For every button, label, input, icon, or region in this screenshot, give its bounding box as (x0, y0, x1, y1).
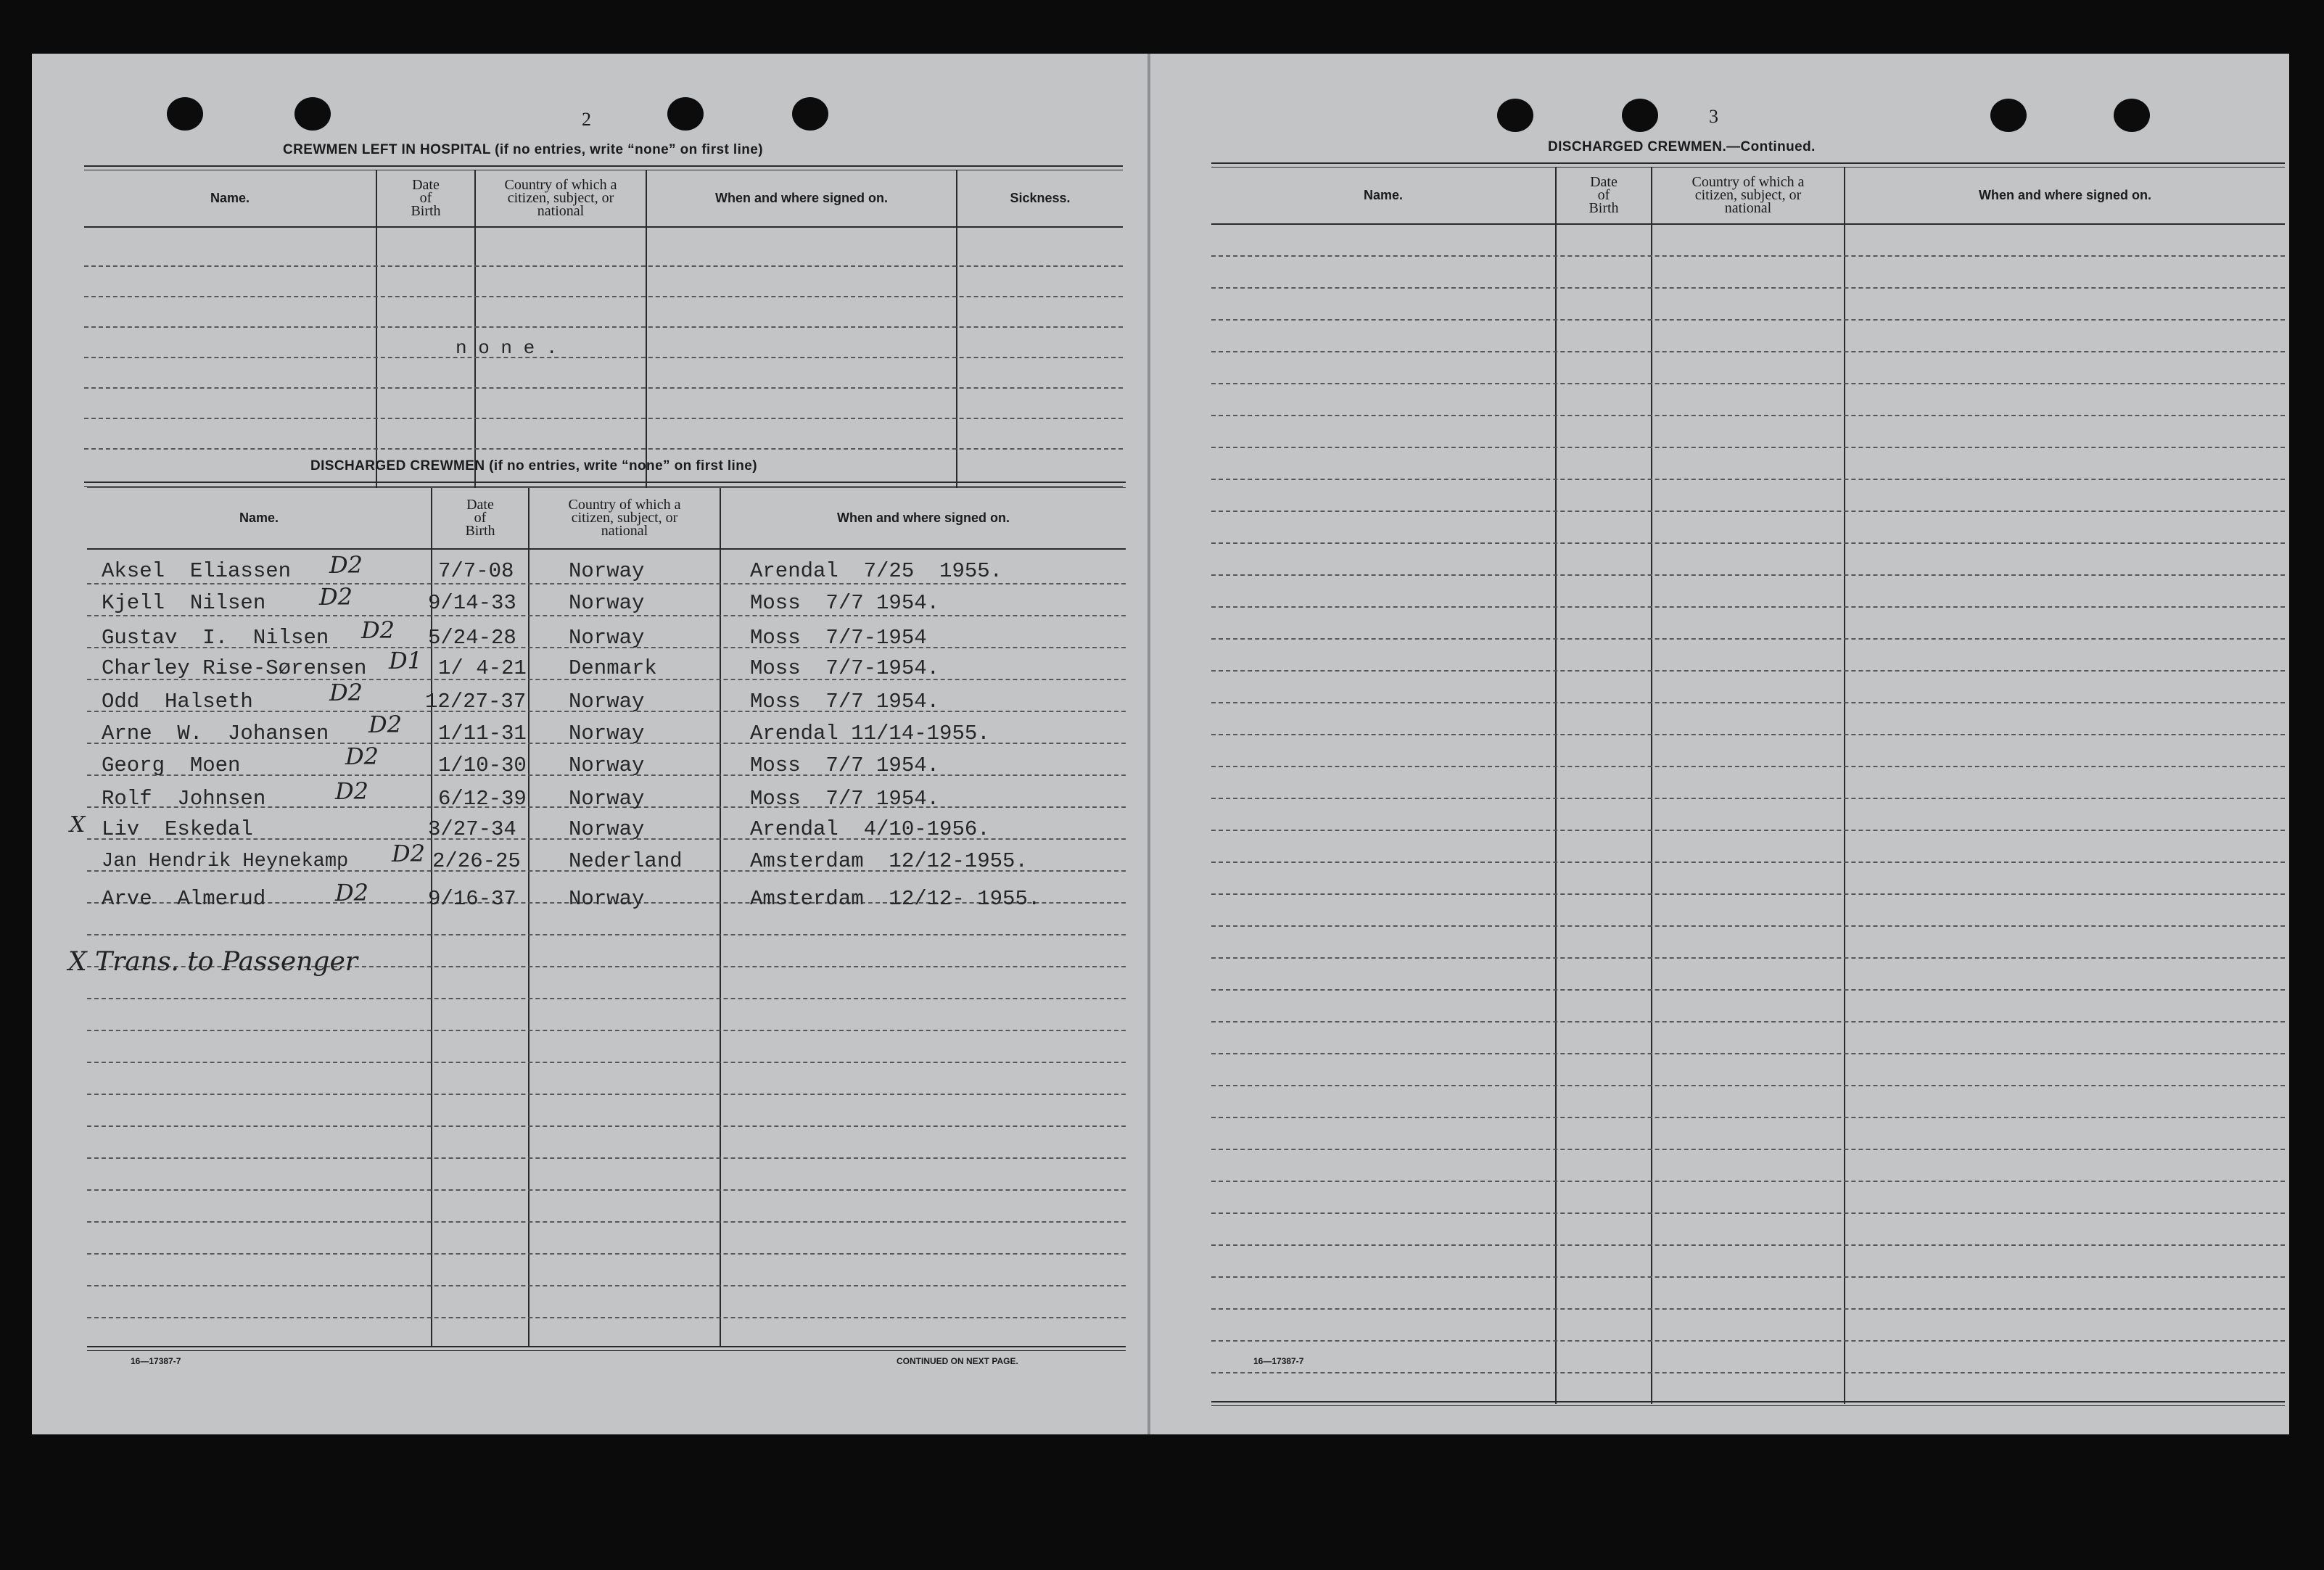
discharged-continued-title: DISCHARGED CREWMEN.—Continued. (1548, 139, 1816, 154)
crew-name: Gustav I. Nilsen (102, 626, 329, 650)
crew-dob: 1/11-31 (438, 722, 527, 745)
crew-name: Rolf Johnsen (102, 787, 266, 811)
form-number: 16—17387-7 (1253, 1356, 1304, 1366)
col-header-sickness: Sickness. (1010, 191, 1071, 205)
crew-country: Norway (569, 787, 645, 811)
col-header-signed: When and where signed on. (714, 191, 889, 205)
crew-name: Jan Hendrik Heynekamp (102, 851, 349, 872)
discharge-mark: D2 (392, 840, 426, 867)
page-gutter (1149, 54, 1150, 1434)
crew-signed-on: Moss 7/7-1954. (750, 656, 940, 680)
crew-name: Georg Moen (102, 753, 241, 777)
crew-signed-on: Arendal 11/14-1955. (750, 722, 990, 745)
crew-name: Arve Almerud (102, 887, 266, 911)
page-number: 2 (582, 109, 591, 130)
crew-dob: 12/27-37 (425, 690, 527, 714)
transfer-x-mark: X (70, 812, 86, 838)
col-header-country: Country of which a citizen, subject, or national (568, 497, 681, 539)
right-page (1149, 54, 2289, 1434)
col-header-dob: Date of Birth (465, 497, 495, 539)
discharged-section-title: DISCHARGED CREWMEN (if no entries, write “none” on first line) (310, 458, 757, 474)
discharge-mark: D2 (361, 616, 395, 644)
punch-hole (667, 97, 704, 131)
col-header-name: Name. (1363, 188, 1404, 202)
crew-country: Norway (569, 817, 645, 841)
crew-signed-on: Moss 7/7 1954. (750, 591, 940, 615)
hospital-section-title: CREWMEN LEFT IN HOSPITAL (if no entries, write “none” on first line) (283, 142, 763, 157)
crew-country: Norway (569, 753, 645, 777)
discharge-mark: D2 (319, 583, 353, 611)
punch-hole (2114, 99, 2150, 132)
discharge-mark: D1 (389, 647, 423, 674)
crew-name: Odd Halseth (102, 690, 253, 714)
crew-dob: 3/27-34 (428, 817, 516, 841)
form-number: 16—17387-7 (131, 1356, 181, 1366)
col-header-signed: When and where signed on. (1978, 188, 2152, 202)
crew-signed-on: Moss 7/7 1954. (750, 787, 940, 811)
crew-signed-on: Moss 7/7 1954. (750, 690, 940, 714)
crew-dob: 5/24-28 (428, 626, 516, 650)
crew-name: Arne W. Johansen (102, 722, 329, 745)
crew-country: Norway (569, 591, 645, 615)
crew-signed-on: Amsterdam 12/12- 1955. (750, 887, 1041, 911)
left-page (32, 54, 1149, 1434)
discharge-mark: D2 (345, 743, 379, 770)
crew-signed-on: Arendal 7/25 1955. (750, 559, 1003, 583)
crew-country: Norway (569, 722, 645, 745)
crew-signed-on: Amsterdam 12/12-1955. (750, 849, 1028, 873)
crew-country: Norway (569, 887, 645, 911)
discharge-mark: D2 (335, 777, 369, 805)
punch-hole (1622, 99, 1658, 132)
discharge-mark: D2 (329, 679, 363, 706)
punch-hole (294, 97, 331, 131)
punch-hole (1497, 99, 1533, 132)
crew-signed-on: Moss 7/7-1954 (750, 626, 927, 650)
crew-dob: 6/12-39 (438, 787, 527, 811)
discharge-mark: D2 (335, 879, 369, 906)
punch-hole (1990, 99, 2027, 132)
crew-country: Denmark (569, 656, 657, 680)
crew-country: Norway (569, 559, 645, 583)
crew-name: Kjell Nilsen (102, 591, 266, 615)
crew-dob: 1/ 4-21 (438, 656, 527, 680)
crew-dob: 2/26-25 (432, 849, 521, 873)
crew-dob: 1/10-30 (438, 753, 527, 777)
crew-dob: 7/7-08 (438, 559, 514, 583)
punch-hole (792, 97, 828, 131)
col-header-dob: Date of Birth (411, 177, 441, 219)
handwritten-transfer-note: X Trans. to Passenger (68, 947, 358, 977)
hospital-none-entry: n o n e . (456, 337, 558, 359)
col-header-name: Name. (239, 511, 279, 525)
crew-country: Norway (569, 626, 645, 650)
page-number: 3 (1709, 106, 1718, 127)
crew-dob: 9/16-37 (428, 887, 516, 911)
punch-hole (167, 97, 203, 131)
crew-signed-on: Arendal 4/10-1956. (750, 817, 990, 841)
crew-country: Nederland (569, 849, 683, 873)
crew-name: Aksel Eliassen (102, 559, 292, 583)
discharge-mark: D2 (329, 551, 363, 579)
continued-note: CONTINUED ON NEXT PAGE. (897, 1356, 1018, 1366)
col-header-country: Country of which a citizen, subject, or national (504, 177, 617, 219)
crew-country: Norway (569, 690, 645, 714)
crew-signed-on: Moss 7/7 1954. (750, 753, 940, 777)
col-header-dob: Date of Birth (1589, 174, 1619, 216)
discharge-mark: D2 (368, 711, 403, 738)
col-header-country: Country of which a citizen, subject, or national (1692, 174, 1805, 216)
col-header-name: Name. (210, 191, 250, 205)
col-header-signed: When and where signed on. (836, 511, 1010, 525)
crew-name: Charley Rise-Sørensen (102, 656, 367, 680)
crew-dob: 9/14-33 (428, 591, 516, 615)
crew-name: Liv Eskedal (102, 817, 253, 841)
